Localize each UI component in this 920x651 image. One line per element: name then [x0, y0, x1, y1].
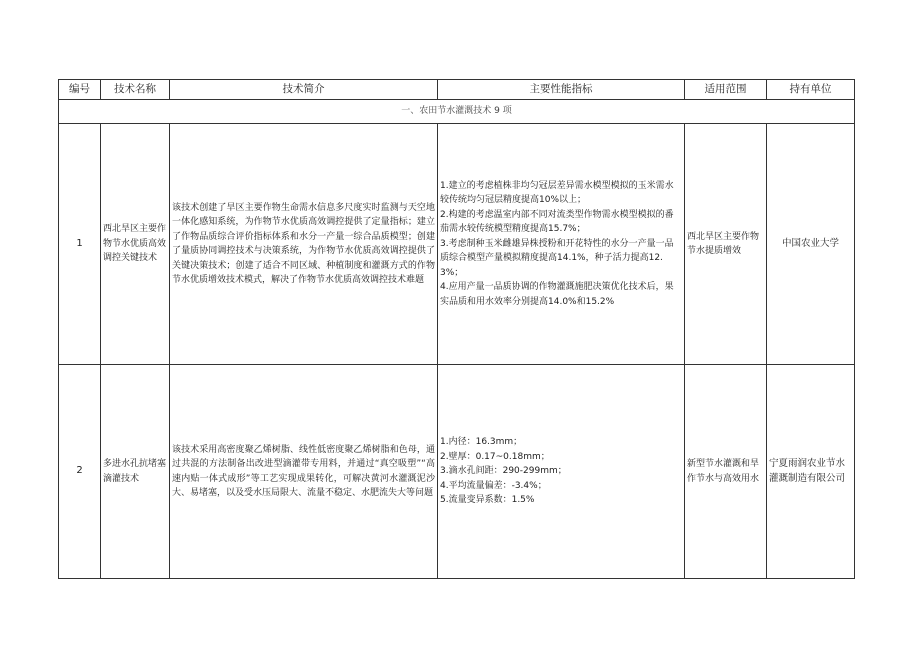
tech-scope: 新型节水灌溉和旱作节水与高效用水 [685, 365, 767, 579]
row-id: 1 [59, 124, 101, 365]
tech-metrics [438, 365, 685, 579]
tech-name: 多进水孔抗堵塞滴灌技术 [101, 365, 170, 579]
metric-item: 1.建立的考虑植株非均匀冠层差异需水模型模拟的玉米需水较传统均匀冠层精度提高10%以上； [440, 180, 674, 206]
table-row [59, 365, 855, 579]
header-scope: 适用范围 [685, 80, 767, 100]
metric-item: 4.应用产量一品质协调的作物灌溉施肥决策优化技术后，果实品质和用水效率分别提高14.0%和15.2% [440, 282, 674, 307]
tech-name: 西北旱区主要作物节水优质高效调控关键技术 [101, 124, 170, 365]
metric-item: 3.考虑制种玉米雌雄异株授粉和开花特性的水分一产量一品质综合模型产量模拟精度提高14.1%，种子活力提高12.3%； [440, 238, 674, 278]
metric-item: 2.构建的考虑温室内部不同对流类型作物需水模型模拟的番茄需水较传统模型精度提高15.7%； [440, 209, 674, 235]
tech-holder: 宁夏雨润农业节水灌溉制造有限公司 [767, 365, 855, 579]
metric-item: 4.平均流量偏差：-3.4%； [440, 480, 547, 491]
tech-scope: 西北旱区主要作物节水提质增效 [685, 124, 767, 365]
tech-metrics [438, 124, 685, 365]
tech-holder: 中国农业大学 [767, 124, 855, 365]
header-name: 技术名称 [101, 80, 170, 100]
table-row [59, 124, 855, 365]
header-holder: 持有单位 [767, 80, 855, 100]
header-metrics: 主要性能指标 [438, 80, 685, 100]
section-title: 一、农田节水灌溉技术 9 项 [59, 100, 855, 124]
row-id: 2 [59, 365, 101, 579]
header-row [59, 80, 855, 100]
metric-item: 1.内径：16.3mm； [440, 437, 523, 448]
metric-item: 3.滴水孔间距：290-299mm； [440, 466, 567, 477]
header-id: 编号 [59, 80, 101, 100]
metric-item: 2.壁厚：0.17~0.18mm； [440, 451, 550, 462]
technology-table [58, 79, 855, 579]
tech-intro: 该技术创建了旱区主要作物生命需水信息多尺度实时监测与天空地一体化感知系统，为作物节水优质高效调控提供了定量指标；建立了作物品质综合评价指标体系和水分一产量一综合品质模型；创建了量质协同调控技术与决策系统，为作物节水优质高效调控提供了关键决策技术；创建了适合不同区域、种植制度和灌溉方式的作物节水优质增效技术模式，解决了作物节水优质高效调控技术难题 [170, 124, 438, 365]
header-intro: 技术简介 [170, 80, 438, 100]
section-row [59, 100, 855, 124]
metric-item: 5.流量变异系数：1.5% [440, 495, 535, 506]
tech-intro: 该技术采用高密度聚乙烯树脂、线性低密度聚乙烯树脂和色母，通过共混的方法制备出改进型滴灌带专用料，并通过“真空吸塑”“高速内贴一体式成形”等工艺实现成果转化，可解决黄河水灌溉泥沙大、易堵塞，以及受水压局限大、流量不稳定、水肥流失大等问题 [170, 365, 438, 579]
